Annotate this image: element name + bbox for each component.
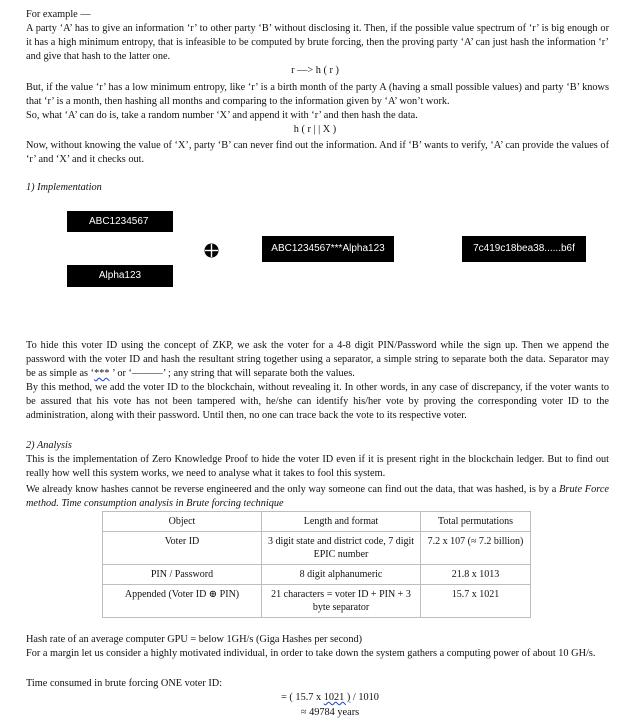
password-label: Alpha123 xyxy=(98,270,142,282)
implementation-paragraph-1 xyxy=(26,339,609,381)
table-header-row xyxy=(103,512,531,532)
analysis-text-b: Brute Force method. Time consumption analysis in Brute forcing technique xyxy=(26,484,610,509)
time-consumed-line: Time consumed in brute forcing ONE voter ID: xyxy=(26,678,223,689)
calc-part-c: / 1010 xyxy=(350,692,379,703)
analysis-heading: 2) Analysis xyxy=(26,440,72,451)
result-line: ≈ 49784 years xyxy=(300,707,360,718)
table-cell: Appended (Voter ID ⊕ PIN) xyxy=(103,585,262,618)
permutations-table xyxy=(102,511,531,618)
implementation-heading: 1) Implementation xyxy=(26,182,102,193)
intro-paragraph-2: But, if the value ‘r’ has a low minimum entropy, like ‘r’ is a birth month of the party A (having a small possible values) and party ‘B’ knows that ‘r’ is a month, then hashing all months and comparing to the information given by ‘A’ won’t work. xyxy=(26,82,609,107)
separator-example-dash: ——— xyxy=(131,367,163,379)
table-header-cell: Total permutations xyxy=(421,512,531,532)
implementation-text-a: To hide this voter ID using the concept of ZKP, we ask the voter for a 4-8 digit PIN/Password while the sign up. Then we append the password with the voter ID and hash the resultant string together using a separator, a simple string to separate both the data. Separator may be as simple as ‘ xyxy=(26,340,609,379)
hash-output-label: 7c419c18bea38......b6f xyxy=(473,243,575,255)
analysis-text-a: We already know hashes cannot be reverse engineered and the only way someone can find out the data, that was hashed, is by a xyxy=(26,484,560,495)
concatenated-string-label: ABC1234567***Alpha123 xyxy=(271,243,385,255)
hash-output-box xyxy=(462,236,586,262)
table-header-cell: Length and format xyxy=(262,512,421,532)
separator-example-stars: *** xyxy=(94,367,110,379)
table-cell: PIN / Password xyxy=(103,565,262,585)
intro-paragraph-3: So, what ‘A’ can do is, take a random number ‘X’ and append it with ‘r’ and then hash the data. xyxy=(26,110,418,121)
example-heading: For example — xyxy=(26,9,91,20)
implementation-text-b: ’ or ‘ xyxy=(109,367,132,379)
password-box xyxy=(67,265,173,287)
table-header-cell: Object xyxy=(103,512,262,532)
table-cell: 21 characters = voter ID + PIN + 3 byte separator xyxy=(262,585,421,618)
analysis-paragraph-1: This is the implementation of Zero Knowledge Proof to hide the voter ID even if it is present right in the blockchain ledger. But to find out really how well this system works, we need to analyse what it takes to fool this system. xyxy=(26,454,609,479)
calc-part-a: = ( 15.7 x xyxy=(281,692,324,703)
calc-part-b: 1021 ) xyxy=(323,692,351,703)
table-cell: 7.2 x 107 (≈ 7.2 billion) xyxy=(421,532,531,565)
intro-paragraph-4: Now, without knowing the value of ‘X’, party ‘B’ can never find out the information. And if ‘B’ wants to verify, ‘A’ can provide the values of ‘r’ and ‘X’ and it checks out. xyxy=(26,140,609,165)
implementation-text-c: ’ ; any string that will separate both the values. xyxy=(162,367,355,379)
table-cell: 21.8 x 1013 xyxy=(421,565,531,585)
formula-hash-r-x: h ( r | | X ) xyxy=(293,124,337,135)
table-cell: 15.7 x 1021 xyxy=(421,585,531,618)
analysis-paragraph-2 xyxy=(26,483,609,511)
concatenated-string-box xyxy=(262,236,394,262)
xor-plus-icon xyxy=(204,243,219,258)
implementation-paragraph-2: By this method, we add the voter ID to the blockchain, without revealing it. In other words, in any case of discrepancy, if the voter wants to be assured that his vote has not been tampered with, he/she can identify his/her vote by proving the corresponding voter ID to the administration, along with their password. Until then, no one can trace back the vote to its respective voter. xyxy=(26,382,609,421)
table-cell: 3 digit state and district code, 7 digit EPIC number xyxy=(262,532,421,565)
formula-hash-r: r —> h ( r ) xyxy=(291,65,339,76)
margin-paragraph: For a margin let us consider a highly motivated individual, in order to take down the system gathers a computing power of about 10 GH/s. xyxy=(26,648,596,659)
intro-paragraph-1: A party ‘A’ has to give an information ‘r’ to other party ‘B’ without disclosing it. Then, if the possible value spectrum of ‘r’ is big enough or it has a high minimum entropy, that is infeasible to be computed by brute forcing, then the proving party ‘A’ can just hash the information ‘r’ and give that hash to the latter one. xyxy=(26,23,609,62)
table-row xyxy=(103,532,531,565)
table-row xyxy=(103,565,531,585)
table-cell: 8 digit alphanumeric xyxy=(262,565,421,585)
table-cell: Voter ID xyxy=(103,532,262,565)
table-row xyxy=(103,585,531,618)
voter-id-box xyxy=(67,211,173,232)
voter-id-label: ABC1234567 xyxy=(89,215,149,227)
gpu-hash-rate-line: Hash rate of an average computer GPU = below 1GH/s (Giga Hashes per second) xyxy=(26,634,363,645)
calculation-line xyxy=(230,691,430,705)
